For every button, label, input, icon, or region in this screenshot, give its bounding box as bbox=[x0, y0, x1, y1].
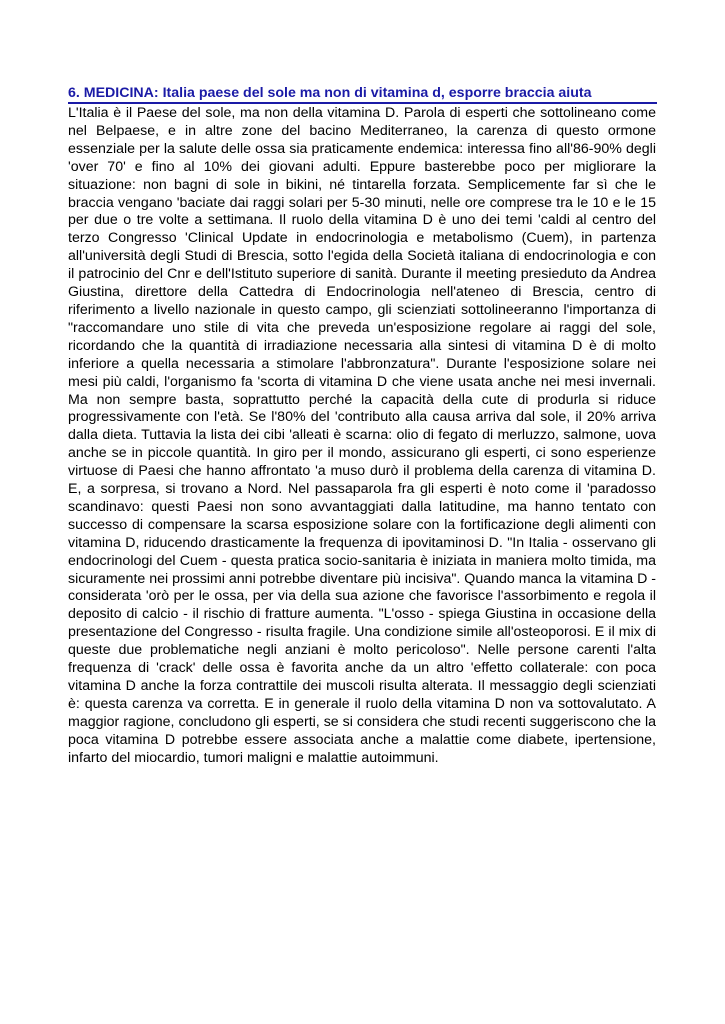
news-article bbox=[68, 84, 656, 768]
article-title: 6. MEDICINA: Italia paese del sole ma non di vitamina d, esporre braccia aiuta bbox=[68, 84, 657, 104]
article-body: L'Italia è il Paese del sole, ma non della vitamina D. Parola di esperti che sottolineano come nel Belpaese, e in altre zone del bacino Mediterraneo, la carenza di questo ormone essenziale per la salute delle ossa sia praticamente endemica: interessa fino all'86-90% degli 'over 70' e fino al 10% dei giovani adulti. Eppure basterebbe poco per migliorare la situazione: non bagni di sole in bikini, né tintarella forzata. Semplicemente far sì che le braccia vengano 'baciate dai raggi solari per 5-30 minuti, nelle ore comprese tra le 10 e le 15 per due o tre volte a settimana. Il ruolo della vitamina D è uno dei temi 'caldi al centro del terzo Congresso 'Clinical Update in endocrinologia e metabolismo (Cuem), in partenza all'università degli Studi di Brescia, sotto l'egida della Società italiana di endocrinologia e con il patrocinio del Cnr e dell'Istituto superiore di sanità. Durante il meeting presieduto da Andrea Giustina, direttore della Cattedra di Endocrinologia nell'ateneo di Brescia, centro di riferimento a livello nazionale in questo campo, gli scienziati sottolineeranno l'importanza di "raccomandare uno stile di vita che preveda un'esposizione regolare ai raggi del sole, ricordando che la quantità di irradiazione necessaria alla sintesi di vitamina D è di molto inferiore a quella necessaria a stimolare l'abbronzatura". Durante l'esposizione solare nei mesi più caldi, l'organismo fa 'scorta di vitamina D che viene usata anche nei mesi invernali. Ma non sempre basta, soprattutto perché la capacità della cute di produrla si riduce progressivamente con l'età. Se l'80% del 'contributo alla causa arriva dal sole, il 20% arriva dalla dieta. Tuttavia la lista dei cibi 'alleati è scarna: olio di fegato di merluzzo, salmone, uova anche se in piccole quantità. In giro per il mondo, assicurano gli esperti, ci sono esperienze virtuose di Paesi che hanno affrontato 'a muso durò il problema della carenza di vitamina D. E, a sorpresa, si trovano a Nord. Nel passaparola fra gli esperti è noto come il 'paradosso scandinavo: questi Paesi non sono avvantaggiati dalla latitudine, ma hanno tentato con successo di compensare la scarsa esposizione solare con la fortificazione degli alimenti con vitamina D, riducendo drasticamente la frequenza di ipovitaminosi D. "In Italia - osservano gli endocrinologi del Cuem - questa pratica socio-sanitaria è iniziata in maniera molto timida, ma sicuramente nei prossimi anni potrebbe diventare più incisiva". Quando manca la vitamina D - considerata 'orò per le ossa, per via della sua azione che favorisce l'assorbimento e regola il deposito di calcio - il rischio di fratture aumenta. "L'osso - spiega Giustina in occasione della presentazione del Congresso - risulta fragile. Una condizione simile all'osteoporosi. E il mix di queste due problematiche negli anziani è molto pericoloso". Nelle persone carenti l'alta frequenza di 'crack' delle ossa è favorita anche da un altro 'effetto collaterale: con poca vitamina D anche la forza contrattile dei muscoli risulta alterata. Il messaggio degli scienziati è: questa carenza va corretta. E in generale il ruolo della vitamina D non va sottovalutato. A maggior ragione, concludono gli esperti, se si considera che studi recenti suggeriscono che la poca vitamina D potrebbe essere associata anche a malattie come diabete, ipertensione, infarto del miocardio, tumori maligni e malattie autoimmuni. bbox=[68, 105, 656, 766]
